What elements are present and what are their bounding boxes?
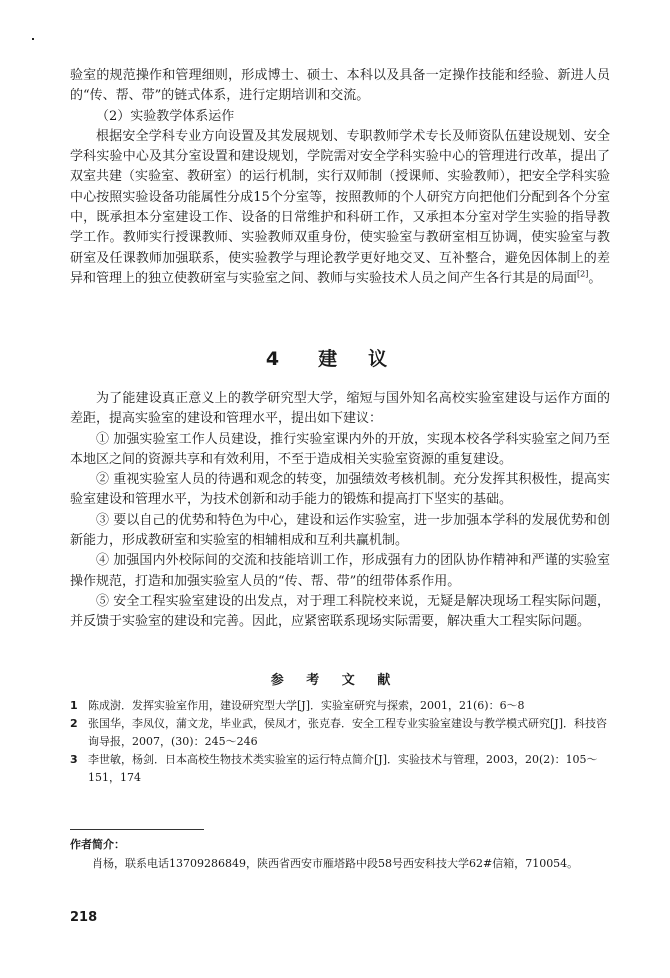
continuation-paragraph: 验室的规范操作和管理细则，形成博士、硕士、本科以及具备一定操作技能和经验、新进人员的“传、帮、带”的链式体系，进行定期培训和交流。 bbox=[70, 68, 610, 104]
intro-paragraph: 为了能建设真正意义上的教学研究型大学，缩短与国外知名高校实验室建设与运作方面的差距，提高实验室的建设和管理水平，提出如下建议： bbox=[70, 391, 610, 427]
reference-number: 2 bbox=[70, 717, 78, 730]
suggestion-item: ⑤ 安全工程实验室建设的出发点，对于理工科院校来说，无疑是解决现场工程实际问题，并反馈于实验室的建设和完善。因此，应紧密联系现场实际需要，解决重大工程实际问题。 bbox=[70, 593, 610, 630]
suggestion-item: ② 重视实验室人员的待遇和观念的转变，加强绩效考核机制。充分发挥其积极性，提高实验室建设和管理水平，为技术创新和动手能力的锻炼和提高打下坚实的基础。 bbox=[70, 472, 610, 508]
reference-number: 1 bbox=[70, 699, 78, 712]
main-text-upper bbox=[70, 66, 610, 289]
subsection-body-end: 。 bbox=[588, 270, 602, 286]
reference-text: 张国华，李凤仪，蒲文龙，毕业武，侯凤才，张克春．安全工程专业实验室建设与教学模式研究[J]．科技咨询导报，2007，(30)：245～246 bbox=[88, 717, 607, 748]
footnote-divider bbox=[70, 829, 204, 830]
suggestion-item: ① 加强实验室工作人员建设，推行实验室课内外的开放，实现本校各学科实验室之间乃至本地区之间的资源共享和有效利用，不至于造成相关实验室资源的重复建设。 bbox=[70, 431, 610, 467]
page-number: 218 bbox=[70, 910, 98, 925]
section-heading bbox=[0, 344, 670, 371]
subsection-body-text: 根据安全学科专业方向设置及其发展规划、专职教师学术专长及师资队伍建设规划、安全学科实验中心及其分室设置和建设规划，学院需对安全学科实验中心的管理进行改革，提出了双室共建（实验室、教研室）的运行机制，实行双师制（授课师、实验教师），把安全学科实验中心按照实验设备功能属性分成15个分室等，按照教师的个人研究方向把他们分配到各个分室中，既承担本分室建设工作、设备的日常维护和科研工作，又承担本分室对学生实验的指导教学工作。教师实行授课教师、实验教师双重身份，使实验室与教研室相互协调，使实验室与教研室及任课教师加强联系，使实验教学与理论教学更好地交叉、互补整合，避免因体制上的差异和管理上的独立使教研室与实验室之间、教师与实验技术人员之间产生各行其是的局面 bbox=[70, 128, 610, 286]
suggestion-item: ③ 要以自己的优势和特色为中心，建设和运作实验室，进一步加强本学科的发展优势和创新能力，形成教研室和实验室的相辅相成和互利共赢机制。 bbox=[70, 512, 610, 549]
reference-item bbox=[70, 751, 615, 787]
section-title-char: 议 bbox=[368, 348, 391, 370]
reference-text: 陈成澍．发挥实验室作用，建设研究型大学[J]．实验室研究与探索，2001，21(6)：6～8 bbox=[88, 699, 525, 712]
main-text-suggestions bbox=[70, 389, 610, 633]
subsection-body bbox=[70, 127, 610, 289]
citation-mark: [2] bbox=[577, 269, 589, 279]
reference-number: 3 bbox=[70, 753, 78, 766]
subsection-title: （2）实验教学体系运作 bbox=[96, 108, 235, 124]
author-info: 肖杨，联系电话13709286849，陕西省西安市雁塔路中段58号西安科技大学62#信箱，710054。 bbox=[92, 857, 579, 870]
suggestion-item: ④ 加强国内外校际间的交流和技能培训工作，形成强有力的团队协作精神和严谨的实验室操作规范，打造和加强实验室人员的“传、帮、带”的纽带体系作用。 bbox=[70, 553, 610, 589]
reference-text: 李世敏，杨剑．日本高校生物技术类实验室的运行特点简介[J]．实验技术与管理，2003，20(2)：105～151，174 bbox=[88, 753, 598, 784]
reference-item bbox=[70, 715, 615, 751]
scan-speck bbox=[32, 38, 34, 40]
author-label: 作者简介： bbox=[70, 838, 125, 851]
section-number: 4 bbox=[265, 348, 283, 370]
references-heading: 参 考 文 献 bbox=[270, 673, 400, 688]
references-list bbox=[70, 697, 615, 787]
section-title-char: 建 bbox=[318, 348, 341, 370]
reference-item bbox=[70, 697, 615, 715]
